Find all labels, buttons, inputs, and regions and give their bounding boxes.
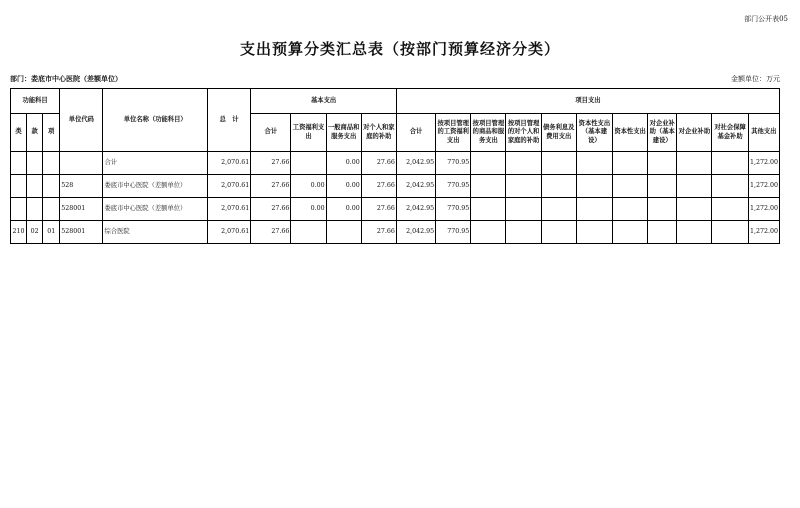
cell-project-debt — [541, 175, 576, 198]
cell-project-goods — [471, 198, 506, 221]
cell-project-total: 2,042.95 — [396, 221, 435, 244]
header-total: 总 计 — [208, 89, 251, 152]
cell-project-wage: 770.95 — [436, 198, 471, 221]
cell-project-total: 2,042.95 — [396, 152, 435, 175]
cell-project-enterprise-build — [648, 175, 677, 198]
cell-xiang: 01 — [43, 221, 60, 244]
cell-kuan — [27, 175, 43, 198]
cell-project-enterprise-build — [648, 152, 677, 175]
cell-project-personal — [506, 198, 541, 221]
cell-lei — [11, 175, 27, 198]
cell-kuan — [27, 152, 43, 175]
header-project-goods: 按项目管理的商品和服务支出 — [471, 114, 506, 152]
header-xiang: 项 — [43, 114, 60, 152]
cell-kuan: 02 — [27, 221, 43, 244]
cell-basic-personal: 27.66 — [361, 152, 396, 175]
header-project-capital-build: 资本性支出（基本建设） — [576, 114, 612, 152]
cell-basic-total: 27.66 — [251, 152, 291, 175]
header-basic-total: 合计 — [251, 114, 291, 152]
header-project-enterprise: 对企业补助 — [677, 114, 712, 152]
cell-basic-wage — [291, 221, 326, 244]
cell-project-capital-build — [576, 152, 612, 175]
cell-total: 2,070.61 — [208, 152, 251, 175]
cell-code: 528001 — [60, 221, 103, 244]
cell-project-other: 1,272.00 — [748, 152, 779, 175]
cell-project-capital — [612, 198, 647, 221]
cell-project-enterprise — [677, 198, 712, 221]
cell-project-social — [712, 221, 748, 244]
cell-total: 2,070.61 — [208, 221, 251, 244]
cell-basic-goods: 0.00 — [326, 152, 361, 175]
table-row-total — [11, 152, 780, 175]
cell-xiang — [43, 175, 60, 198]
cell-project-enterprise — [677, 175, 712, 198]
cell-project-debt — [541, 221, 576, 244]
cell-project-capital — [612, 152, 647, 175]
cell-project-capital — [612, 221, 647, 244]
header-project: 项目支出 — [396, 89, 779, 114]
cell-total: 2,070.61 — [208, 175, 251, 198]
cell-project-personal — [506, 152, 541, 175]
cell-project-enterprise-build — [648, 198, 677, 221]
table-row-unit — [11, 198, 780, 221]
cell-basic-total: 27.66 — [251, 221, 291, 244]
table-row-department — [11, 175, 780, 198]
cell-project-total: 2,042.95 — [396, 198, 435, 221]
cell-lei: 210 — [11, 221, 27, 244]
cell-project-capital-build — [576, 175, 612, 198]
cell-basic-goods — [326, 221, 361, 244]
cell-basic-total: 27.66 — [251, 198, 291, 221]
cell-name: 合计 — [103, 152, 208, 175]
cell-project-social — [712, 175, 748, 198]
cell-basic-goods: 0.00 — [326, 198, 361, 221]
cell-project-other: 1,272.00 — [748, 221, 779, 244]
header-project-social: 对社会保障基金补助 — [712, 114, 748, 152]
cell-project-social — [712, 198, 748, 221]
cell-lei — [11, 152, 27, 175]
cell-name: 综合医院 — [103, 221, 208, 244]
cell-basic-wage: 0.00 — [291, 175, 326, 198]
cell-project-wage: 770.95 — [436, 152, 471, 175]
form-number: 部门公开表05 — [744, 15, 788, 23]
cell-project-total: 2,042.95 — [396, 175, 435, 198]
header-basic-personal: 对个人和家庭的补助 — [361, 114, 396, 152]
cell-xiang — [43, 198, 60, 221]
header-project-personal: 按项目管理的对个人和家庭的补助 — [506, 114, 541, 152]
header-project-wage: 按项目管理的工资福利支出 — [436, 114, 471, 152]
cell-basic-goods: 0.00 — [326, 175, 361, 198]
cell-project-capital — [612, 175, 647, 198]
header-project-other: 其他支出 — [748, 114, 779, 152]
cell-project-enterprise — [677, 152, 712, 175]
cell-project-enterprise — [677, 221, 712, 244]
cell-project-enterprise-build — [648, 221, 677, 244]
cell-name: 娄底市中心医院（差额单位） — [103, 175, 208, 198]
table-row-subject — [11, 221, 780, 244]
cell-kuan — [27, 198, 43, 221]
page-title: 支出预算分类汇总表（按部门预算经济分类） — [239, 40, 560, 58]
cell-project-capital-build — [576, 198, 612, 221]
cell-project-wage: 770.95 — [436, 221, 471, 244]
cell-project-social — [712, 152, 748, 175]
cell-basic-wage: 0.00 — [291, 198, 326, 221]
header-basic-goods: 一般商品和服务支出 — [326, 114, 361, 152]
cell-basic-personal: 27.66 — [361, 175, 396, 198]
cell-code — [60, 152, 103, 175]
header-kuan: 款 — [27, 114, 43, 152]
header-basic-wage: 工资福利支出 — [291, 114, 326, 152]
amount-unit-label: 金额单位：万元 — [731, 75, 780, 83]
header-project-total: 合计 — [396, 114, 435, 152]
cell-name: 娄底市中心医院（差额单位） — [103, 198, 208, 221]
header-project-debt: 债务利息及费用支出 — [541, 114, 576, 152]
cell-basic-wage — [291, 152, 326, 175]
department-label: 部门：娄底市中心医院（差额单位） — [10, 74, 122, 83]
cell-code: 528001 — [60, 198, 103, 221]
header-func-subject: 功能科目 — [11, 89, 60, 114]
header-lei: 类 — [11, 114, 27, 152]
cell-project-debt — [541, 198, 576, 221]
cell-basic-personal: 27.66 — [361, 198, 396, 221]
cell-project-goods — [471, 221, 506, 244]
header-project-capital: 资本性支出 — [612, 114, 647, 152]
cell-project-goods — [471, 152, 506, 175]
cell-basic-personal: 27.66 — [361, 221, 396, 244]
cell-total: 2,070.61 — [208, 198, 251, 221]
budget-table — [10, 88, 780, 244]
cell-project-wage: 770.95 — [436, 175, 471, 198]
cell-project-debt — [541, 152, 576, 175]
cell-basic-total: 27.66 — [251, 175, 291, 198]
cell-code: 528 — [60, 175, 103, 198]
cell-project-other: 1,272.00 — [748, 198, 779, 221]
header-project-enterprise-build: 对企业补助（基本建设） — [648, 114, 677, 152]
cell-project-other: 1,272.00 — [748, 175, 779, 198]
header-basic: 基本支出 — [251, 89, 397, 114]
cell-project-personal — [506, 175, 541, 198]
cell-project-goods — [471, 175, 506, 198]
header-unit-code: 单位代码 — [60, 89, 103, 152]
cell-lei — [11, 198, 27, 221]
cell-project-capital-build — [576, 221, 612, 244]
cell-xiang — [43, 152, 60, 175]
header-unit-name: 单位名称（功能科目） — [103, 89, 208, 152]
cell-project-personal — [506, 221, 541, 244]
